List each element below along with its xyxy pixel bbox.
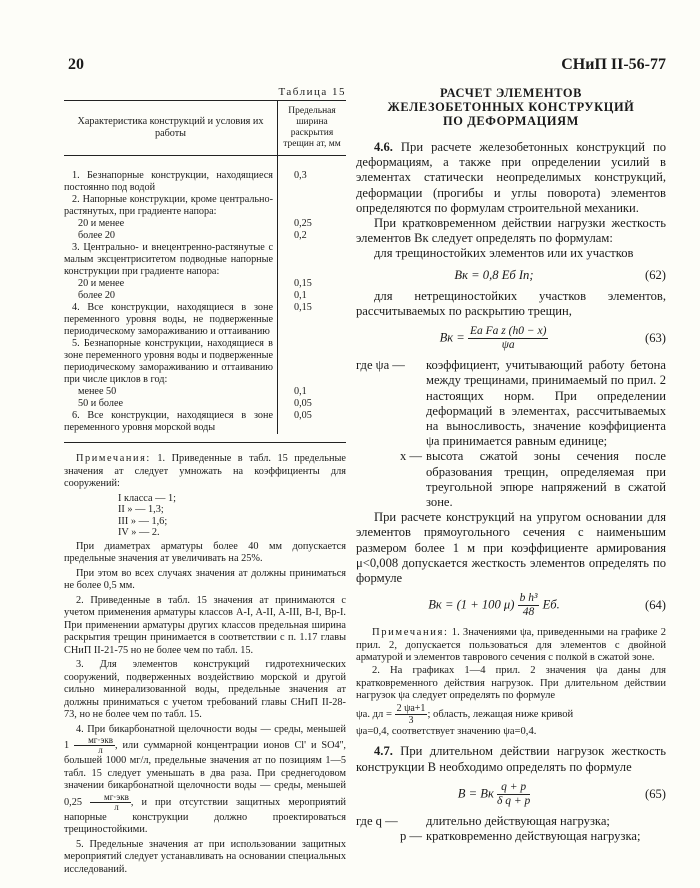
table-row — [64, 156, 346, 195]
right-column — [356, 86, 666, 844]
notes-label: Примечания: — [76, 453, 151, 465]
note-4: 4. При бикарбонатной щелочности воды — среды, меньшей 1 $\frac{\text{мг·экв}}{л}$ , или суммарной концентрации ионов Cl' и SO4'', большей 1000 мг/л, предельные значения aт по позициям 1—5 табл. 15 следует уменьшать в два раза. При среднегодовом значении бикарбонатной щелочности воды — среды, меньшей 0,25 $\frac{\text{мг·экв}}{л}$ , и при отсутствии защитных мероприятий напорные конструкции должно проектироваться трещиностойкими. — [64, 723, 346, 836]
unit-fraction: $\frac{\text{мг·экв}}{л}$ — [90, 793, 131, 812]
row-description: 4. Все конструкции, находящиеся в зоне переменного уровня воды, не подверженные периодическому замораживанию и оттаиванию — [64, 302, 273, 338]
right-notes: Примечания: 1. Значениями ψa, приведенными на графике 2 прил. 2, допускается пользоваться для элементов с двойной арматурой и элементов таврового сечения с полкой в сжатой зоне. 2. На графиках 1—4 прил. 2 значения ψa даны для кратковременного действия нагрузок. При длительном действии нагрузок ψa следует определять по формуле ψa. дл = $\frac{2 \psi a+1}{3}$ ; область, лежащая ниже кривой ψa=0,4, соответствует значению ψa=0,4. — [356, 627, 666, 737]
row-value: 0,25 — [294, 218, 312, 230]
table-row — [64, 338, 346, 386]
table-row — [64, 386, 346, 398]
table-header-width: Предельная ширина раскрытия трещин aт, мм — [278, 101, 347, 156]
note-1: 1. Приведенные в табл. 15 предельные значения aт следует умножать на коэффициенты для сооружений: — [64, 453, 347, 490]
table-body — [64, 156, 346, 435]
formula-65: B = Bк $\frac{q + p}{\text{δ q + p}}$ (65) — [457, 780, 666, 807]
row-description: более 20 — [78, 290, 116, 302]
definitions — [356, 358, 666, 510]
psi-symbol: где ψa — — [356, 358, 405, 373]
page-number: 20 — [68, 56, 84, 73]
class-coefficients — [64, 493, 346, 539]
row-description: 6. Все конструкции, находящиеся в зоне переменного уровня морской воды — [64, 410, 273, 434]
para-elastic: При расчете конструкций на упругом основании для элементов прямоугольного сечения с наименьшим размером более 1 м при коэффициенте армирования μ<0,008 допускается жесткость элементов определять по формуле — [356, 510, 666, 586]
row-description: 3. Центрально- и внецентренно-растянутые с малым эксцентриситетом подводные напорные конструкции при градиенте напора: — [64, 242, 273, 278]
formula-63: Bк = $\frac{\text{Ea Fa z (h0 − x)}}{\psi a}$ (63) — [439, 325, 666, 352]
row-value: 0,05 — [294, 398, 312, 410]
row-value: 0,2 — [294, 230, 307, 242]
table-row — [64, 194, 346, 218]
row-value: 0,3 — [294, 170, 307, 182]
row-description: более 20 — [78, 230, 116, 242]
note-3: 3. Для элементов конструкций гидротехнических сооружений, подверженных воздействию морской и другой сильно минерализованной воды, предельные значения aт должны приниматься с учетом требований главы СНиП II-28-73, но не более чем по табл. 15. — [64, 659, 346, 721]
row-value — [278, 338, 347, 386]
row-description: 20 и менее — [78, 218, 125, 230]
row-description: 20 и менее — [78, 278, 125, 290]
table-row — [64, 218, 346, 230]
left-notes — [64, 453, 346, 876]
formula-62: Bк = 0,8 Eб Iп; (62) — [454, 267, 666, 282]
table-row — [64, 278, 346, 290]
row-description: 2. Напорные конструкции, кроме центрально-растянутых, при градиенте напора: — [64, 194, 273, 218]
table-row — [64, 290, 346, 302]
para-short-term: При кратковременном действии нагрузки жесткость элементов Bк следует определять по формулам: — [356, 216, 666, 246]
doc-code: СНиП II-56-77 — [561, 56, 666, 73]
note-1b: При диаметрах арматуры более 40 мм допускается предельные значения aт увеличивать на 25%. — [64, 540, 346, 565]
row-value: 0,1 — [294, 386, 307, 398]
row-value — [278, 242, 347, 278]
x-definition: высота сжатой зоны сечения после образования трещин, определяемая при треугольной эпюре напряжений в сжатой зоне. — [426, 449, 666, 510]
row-description: 5. Безнапорные конструкции, находящиеся в зоне переменного уровня воды и подверженные периодическому замораживанию и оттаиванию при числе циклов в год: — [64, 338, 273, 386]
note-2: 2. Приведенные в табл. 15 значения aт принимаются с учетом применения арматуры классов A-I, A-II, A-III, B-I, Bр-I. При применении арматуры других классов предельная ширина раскрытия трещин принимается в соответствии с п. 1.17 главы СНиП II-21-75 но не более чем по табл. 15. — [64, 594, 346, 656]
formula-64: Bк = (1 + 100 μ) $\frac{\text{b h³}}{48}$ Eб. (64) — [428, 592, 666, 619]
class-item: II » — 1,3; — [118, 504, 164, 516]
table-row — [64, 398, 346, 410]
table-row — [64, 410, 346, 434]
table-row — [64, 302, 346, 338]
load-definitions — [356, 814, 666, 844]
class-item: I класса — 1; — [118, 492, 177, 504]
table-header-characteristic: Характеристика конструкций и условия их работы — [64, 101, 278, 156]
p-definition: кратковременно действующая нагрузка; — [426, 829, 641, 844]
class-item: III » — 1,6; — [118, 515, 168, 527]
row-value: 0,15 — [294, 302, 312, 314]
p-symbol: p — — [399, 829, 422, 844]
para-non-crack: для нетрещиностойких участков элементов, рассчитываемых по раскрытию трещин, — [356, 288, 666, 319]
psi-definition: коэффициент, учитывающий работу бетона между трещинами, принимаемый по прил. 2 настоящих норм. При определении деформаций в элементах, рассчитываемых на выносливость, значение коэффициента ψa принимается равным единице; — [426, 358, 666, 449]
table-row — [64, 242, 346, 278]
left-column — [64, 86, 346, 878]
q-symbol: где q — — [356, 813, 398, 828]
page-header — [68, 56, 666, 76]
para-crack-resistant: для трещиностойких элементов или их участков — [374, 246, 634, 261]
note-5: 5. Предельные значения aт при использовании защитных мероприятий следует устанавливать на основании специальных исследований. — [64, 838, 346, 875]
class-item: IV » — 2. — [118, 527, 160, 539]
row-description: 50 и более — [78, 398, 124, 410]
unit-fraction: $\frac{\text{мг·экв}}{л}$ — [74, 736, 115, 755]
row-value: 0,1 — [294, 290, 307, 302]
row-value — [278, 194, 347, 218]
row-description: менее 50 — [78, 386, 117, 398]
section-title: РАСЧЕТ ЭЛЕМЕНТОВ ЖЕЛЕЗОБЕТОННЫХ КОНСТРУКЦИЙ ПО ДЕФОРМАЦИЯМ — [387, 86, 635, 128]
para-4-7: 4.7. При длительном действии нагрузок жесткость конструкции B необходимо определять по формуле — [356, 744, 666, 774]
table-caption: Таблица 15 — [278, 86, 346, 98]
para-4-6: 4.6. При расчете железобетонных конструкций по деформациям, а также при определении усилий в элементах статически неопределимых конструкций, деформации (прогибы и углы поворота) элементов определяются по формулам строительной механики. — [356, 140, 666, 215]
x-symbol: x — — [399, 449, 422, 464]
row-description: 1. Безнапорные конструкции, находящиеся постоянно под водой — [64, 170, 273, 194]
limit-crack-table — [64, 100, 346, 434]
table-row — [64, 230, 346, 242]
row-value: 0,05 — [294, 410, 312, 422]
row-value: 0,15 — [294, 278, 312, 290]
note-1c: При этом во всех случаях значения aт должны приниматься не более 0,5 мм. — [64, 567, 346, 592]
q-definition: длительно действующая нагрузка; — [426, 813, 610, 828]
